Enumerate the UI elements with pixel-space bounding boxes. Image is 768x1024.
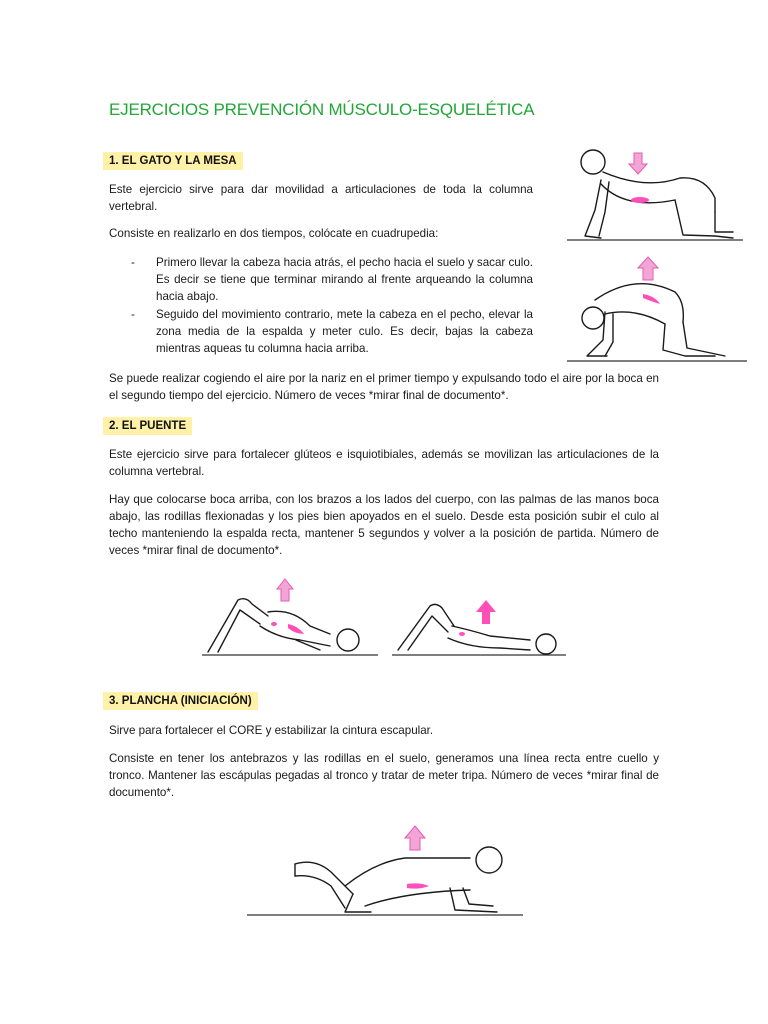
bullet-item: Seguido del movimiento contrario, mete la cabeza en el pecho, elevar la zona media de la espalda y meter culo. Es decir, bajas la cabeza mientras aqueas tu columna hacia arriba. (156, 308, 533, 355)
paragraph: Consiste en tener los antebrazos y las rodillas en el suelo, generamos una línea recta entre cuello y tronco. Mantener las escápulas pegadas al tronco y tratar de meter tripa. Número de veces *mirar final de documento*. (109, 752, 659, 799)
cat-cow-figure-1 (565, 140, 745, 250)
bullet-marker: - (131, 308, 135, 321)
paragraph: Hay que colocarse boca arriba, con los brazos a los lados del cuerpo, con las palmas de las manos boca abajo, las rodillas flexionadas y los pies bien apoyados en el suelo. Desde esta posición subir el culo al techo manteniendo la espalda recta, mantener 5 segundos y volver a la posición de partida. Número de veces *mirar final de documento*. (109, 493, 659, 557)
paragraph: Este ejercicio sirve para dar movilidad a articulaciones de toda la columna vertebral. (109, 183, 533, 213)
plank-figure (245, 822, 525, 918)
page-title: EJERCICIOS PREVENCIÓN MÚSCULO-ESQUELÉTICA (109, 100, 535, 119)
section-heading-puente: 2. EL PUENTE (103, 417, 192, 435)
paragraph: Consiste en realizarlo en dos tiempos, colócate en cuadrupedia: (109, 227, 439, 240)
paragraph: Este ejercicio sirve para fortalecer glúteos e isquiotibiales, además se movilizan las articulaciones de la columna vertebral. (109, 448, 659, 478)
bridge-figure-lying (390, 596, 568, 658)
bullet-marker: - (131, 256, 135, 269)
bridge-figure-raised (200, 576, 380, 658)
section-heading-plancha: 3. PLANCHA (INICIACIÓN) (103, 692, 258, 710)
section-heading-gato-mesa: 1. EL GATO Y LA MESA (103, 152, 243, 170)
paragraph: Sirve para fortalecer el CORE y estabilizar la cintura escapular. (109, 724, 434, 737)
cat-cow-figure-2 (565, 252, 750, 364)
bullet-item: Primero llevar la cabeza hacia atrás, el pecho hacia el suelo y sacar culo. Es decir se tiene que terminar mirando al frente arqueando la columna hacia abajo. (156, 256, 533, 303)
paragraph: Se puede realizar cogiendo el aire por la nariz en el primer tiempo y expulsando todo el aire por la boca en el segundo tiempo del ejercicio. Número de veces *mirar final de documento*. (109, 372, 659, 402)
